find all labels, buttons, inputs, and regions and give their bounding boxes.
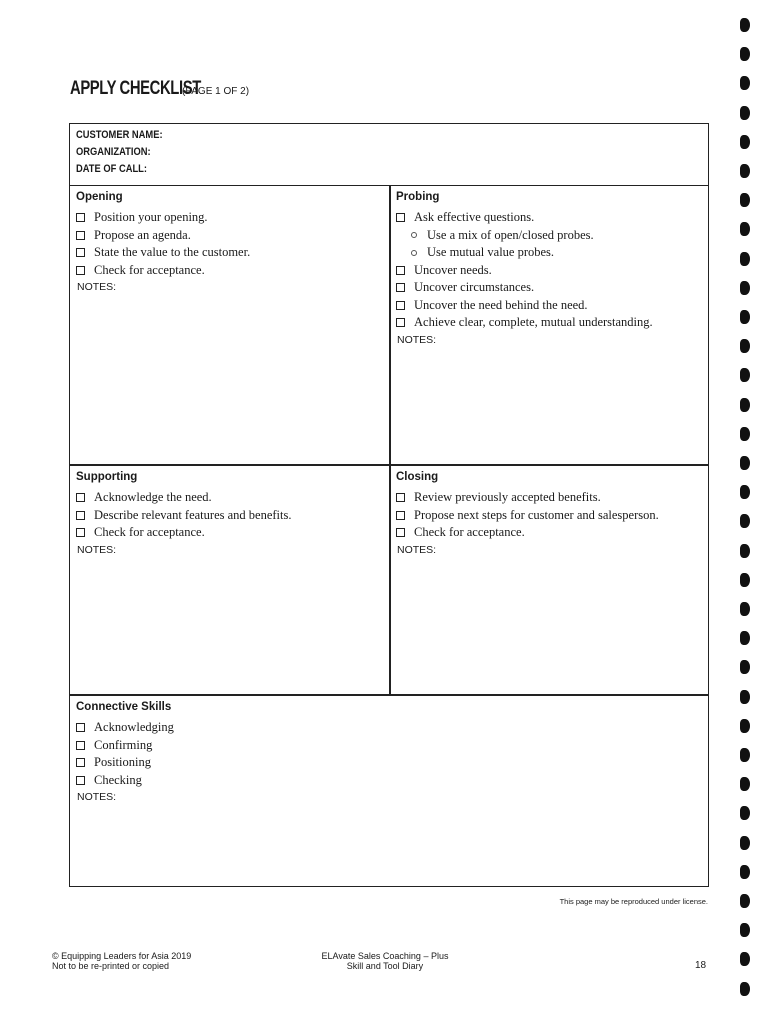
- page-number: 18: [695, 960, 707, 971]
- binding-hole-icon: [740, 398, 750, 412]
- section-supporting: [70, 466, 389, 694]
- footer-copyright: [52, 951, 191, 971]
- binding-hole-icon: [740, 252, 750, 266]
- section-connective-skills: [70, 696, 708, 884]
- checklist-item[interactable]: Check for acceptance.: [396, 524, 708, 542]
- checkbox-icon[interactable]: [76, 266, 85, 275]
- binding-hole-icon: [740, 47, 750, 61]
- circle-bullet-icon: [411, 250, 417, 256]
- notes-label: NOTES:: [77, 543, 117, 556]
- binding-hole-icon: [740, 836, 750, 850]
- checklist-item[interactable]: Review previously accepted benefits.: [396, 489, 708, 507]
- binding-hole-icon: [740, 865, 750, 879]
- date-of-call-label: DATE OF CALL:: [76, 163, 147, 175]
- checkbox-icon[interactable]: [76, 248, 85, 257]
- checkbox-icon[interactable]: [76, 528, 85, 537]
- checklist-item[interactable]: Ask effective questions.: [396, 209, 708, 227]
- checkbox-icon[interactable]: [76, 776, 85, 785]
- section-title: Connective Skills: [76, 701, 172, 713]
- binding-hole-icon: [740, 18, 750, 32]
- binding-hole-icon: [740, 222, 750, 236]
- checkbox-icon[interactable]: [396, 511, 405, 520]
- checkbox-icon[interactable]: [396, 283, 405, 292]
- section-title: Probing: [396, 191, 440, 203]
- checkbox-icon[interactable]: [396, 301, 405, 310]
- checkbox-icon[interactable]: [76, 231, 85, 240]
- organization-label: ORGANIZATION:: [76, 146, 151, 158]
- binding-hole-icon: [740, 368, 750, 382]
- circle-bullet-icon: [411, 232, 417, 238]
- checklist-subitem: Use a mix of open/closed probes.: [411, 227, 708, 245]
- footer-book-title: [322, 951, 449, 971]
- page-title: [70, 78, 250, 100]
- checklist-item[interactable]: Check for acceptance.: [76, 262, 389, 280]
- checkbox-icon[interactable]: [396, 213, 405, 222]
- binding-hole-icon: [740, 894, 750, 908]
- checklist-item[interactable]: Checking: [76, 772, 708, 790]
- title-subtitle: (PAGE 1 OF 2): [182, 86, 250, 97]
- checklist-item[interactable]: Acknowledge the need.: [76, 489, 389, 507]
- footer-book-line-1: ELAvate Sales Coaching – Plus: [321, 951, 449, 961]
- binding-hole-icon: [740, 544, 750, 558]
- checklist-item[interactable]: State the value to the customer.: [76, 244, 389, 262]
- checklist-item[interactable]: Check for acceptance.: [76, 524, 389, 542]
- checkbox-icon[interactable]: [396, 528, 405, 537]
- binding-hole-icon: [740, 427, 750, 441]
- binding-hole-icon: [740, 76, 750, 90]
- notes-label: NOTES:: [77, 281, 117, 293]
- footer-copyright-line: © Equipping Leaders for Asia 2019: [52, 951, 192, 961]
- checkbox-icon[interactable]: [76, 493, 85, 502]
- notes-label: NOTES:: [77, 791, 117, 803]
- binding-hole-icon: [740, 690, 750, 704]
- checklist-item[interactable]: Confirming: [76, 737, 708, 755]
- checkbox-icon[interactable]: [76, 723, 85, 732]
- notes-label: NOTES:: [397, 333, 437, 346]
- section-closing: [390, 466, 708, 694]
- binding-hole-icon: [740, 164, 750, 178]
- notes-label: NOTES:: [397, 543, 437, 556]
- binding-hole-icon: [740, 456, 750, 470]
- customer-name-label: CUSTOMER NAME:: [76, 129, 163, 141]
- binding-hole-icon: [740, 339, 750, 353]
- checkbox-icon[interactable]: [76, 741, 85, 750]
- checklist-item[interactable]: Position your opening.: [76, 209, 389, 227]
- binding-hole-icon: [740, 719, 750, 733]
- checklist-item[interactable]: Propose an agenda.: [76, 227, 389, 245]
- binding-hole-icon: [740, 631, 750, 645]
- checkbox-icon[interactable]: [396, 266, 405, 275]
- checklist-frame: [69, 123, 709, 887]
- binding-hole-icon: [740, 923, 750, 937]
- binding-hole-icon: [740, 281, 750, 295]
- binding-hole-icon: [740, 310, 750, 324]
- title-main: APPLY CHECKLIST: [70, 78, 201, 99]
- binding-hole-icon: [740, 806, 750, 820]
- section-title: Supporting: [76, 471, 138, 483]
- checkbox-icon[interactable]: [76, 758, 85, 767]
- binding-hole-icon: [740, 514, 750, 528]
- binding-hole-icon: [740, 952, 750, 966]
- section-title: Opening: [76, 191, 123, 203]
- checklist-item[interactable]: Uncover circumstances.: [396, 279, 708, 297]
- checkbox-icon[interactable]: [76, 511, 85, 520]
- checkbox-icon[interactable]: [76, 213, 85, 222]
- section-probing: [390, 186, 708, 464]
- binding-hole-icon: [740, 193, 750, 207]
- checklist-item[interactable]: Positioning: [76, 754, 708, 772]
- binding-hole-icon: [740, 777, 750, 791]
- binding-hole-icon: [740, 660, 750, 674]
- checklist-item[interactable]: Uncover needs.: [396, 262, 708, 280]
- checklist-item[interactable]: Acknowledging: [76, 719, 708, 737]
- section-opening: [70, 186, 389, 464]
- checkbox-icon[interactable]: [396, 318, 405, 327]
- binding-hole-icon: [740, 135, 750, 149]
- checklist-subitem: Use mutual value probes.: [411, 244, 708, 262]
- footer-notice-line: Not to be re-printed or copied: [52, 961, 170, 971]
- section-title: Closing: [396, 471, 439, 483]
- binding-hole-icon: [740, 748, 750, 762]
- checklist-item[interactable]: Propose next steps for customer and salesperson.: [396, 507, 708, 525]
- binding-hole-icon: [740, 485, 750, 499]
- checklist-item[interactable]: Describe relevant features and benefits.: [76, 507, 389, 525]
- customer-info-header: [70, 124, 708, 186]
- license-note: This page may be reproduced under license.: [559, 897, 708, 906]
- binding-hole-icon: [740, 602, 750, 616]
- footer-book-line-2: Skill and Tool Diary: [346, 961, 424, 971]
- checkbox-icon[interactable]: [396, 493, 405, 502]
- binding-hole-icon: [740, 106, 750, 120]
- checklist-item[interactable]: Achieve clear, complete, mutual understanding.: [396, 314, 708, 332]
- binding-hole-icon: [740, 573, 750, 587]
- checklist-item[interactable]: Uncover the need behind the need.: [396, 297, 708, 315]
- binding-hole-icon: [740, 982, 750, 996]
